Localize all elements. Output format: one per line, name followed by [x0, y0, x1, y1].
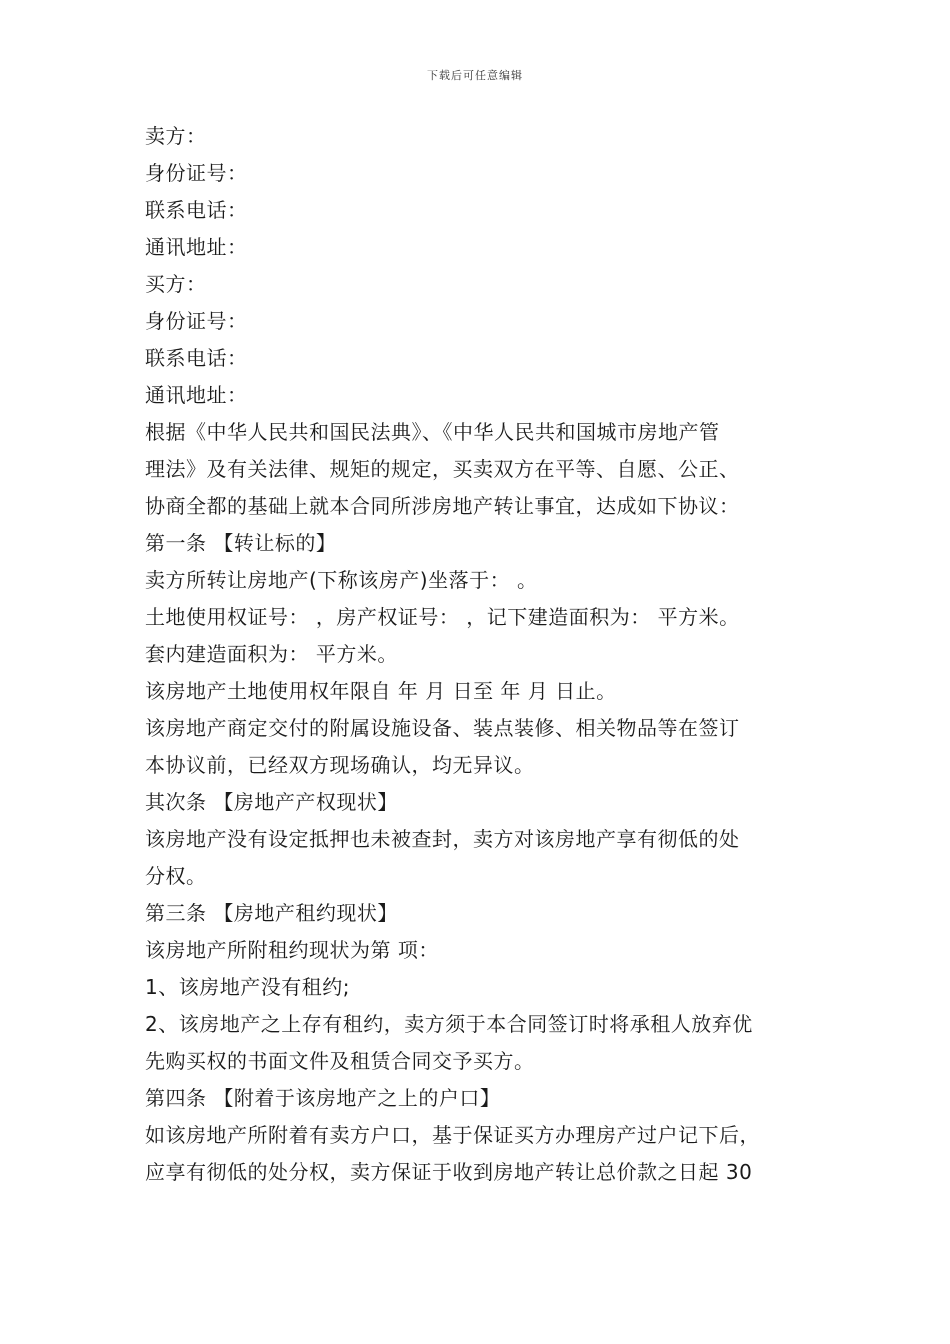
article-heading: 其次条 【房地产产权现状】 [145, 790, 398, 814]
paragraph-line: 该房地产商定交付的附属设施设备、装点装修、相关物品等在签订 [145, 716, 740, 740]
seller-label: 卖方： [145, 124, 207, 148]
buyer-id-number-label: 身份证号： [145, 309, 248, 333]
list-item: 2、该房地产之上存有租约，卖方须于本合同签订时将承租人放弃优 [145, 1012, 753, 1036]
paragraph-line: 该房地产所附租约现状为第 项： [145, 938, 439, 962]
buyer-phone-label: 联系电话： [145, 346, 248, 370]
seller-address-label: 通讯地址： [145, 235, 248, 259]
article-heading: 第一条 【转让标的】 [145, 531, 337, 555]
paragraph-line: 土地使用权证号： ，房产权证号： ，记下建造面积为： 平方米。 [145, 605, 740, 629]
paragraph-line: 应享有彻低的处分权，卖方保证于收到房地产转让总价款之日起 30 [145, 1160, 753, 1184]
article-heading: 第四条 【附着于该房地产之上的户口】 [145, 1086, 501, 1110]
seller-id-number-label: 身份证号： [145, 161, 248, 185]
article-heading: 第三条 【房地产租约现状】 [145, 901, 398, 925]
document-body [145, 118, 805, 1191]
preamble-line: 根据《中华人民共和国民法典》、《中华人民共和国城市房地产管 [145, 420, 720, 444]
paragraph-line: 卖方所转让房地产(下称该房产)坐落于： 。 [145, 568, 538, 592]
seller-phone-label: 联系电话： [145, 198, 248, 222]
paragraph-line: 分权。 [145, 864, 207, 888]
preamble-line: 理法》及有关法律、规矩的规定，买卖双方在平等、自愿、公正、 [145, 457, 740, 481]
paragraph-line: 该房地产没有设定抵押也未被查封，卖方对该房地产享有彻低的处 [145, 827, 740, 851]
paragraph-line: 先购买权的书面文件及租赁合同交予买方。 [145, 1049, 535, 1073]
paragraph-line: 套内建造面积为： 平方米。 [145, 642, 398, 666]
buyer-label: 买方： [145, 272, 207, 296]
paragraph-line: 如该房地产所附着有卖方户口，基于保证买方办理房产过户记下后， [145, 1123, 760, 1147]
paragraph-line: 本协议前，已经双方现场确认，均无异议。 [145, 753, 535, 777]
preamble-line: 协商全都的基础上就本合同所涉房地产转让事宜，达成如下协议： [145, 494, 740, 518]
list-item: 1、该房地产没有租约; [145, 975, 350, 999]
buyer-address-label: 通讯地址： [145, 383, 248, 407]
header-note: 下载后可任意编辑 [427, 69, 523, 82]
paragraph-line: 该房地产土地使用权年限自 年 月 日至 年 月 日止。 [145, 679, 617, 703]
